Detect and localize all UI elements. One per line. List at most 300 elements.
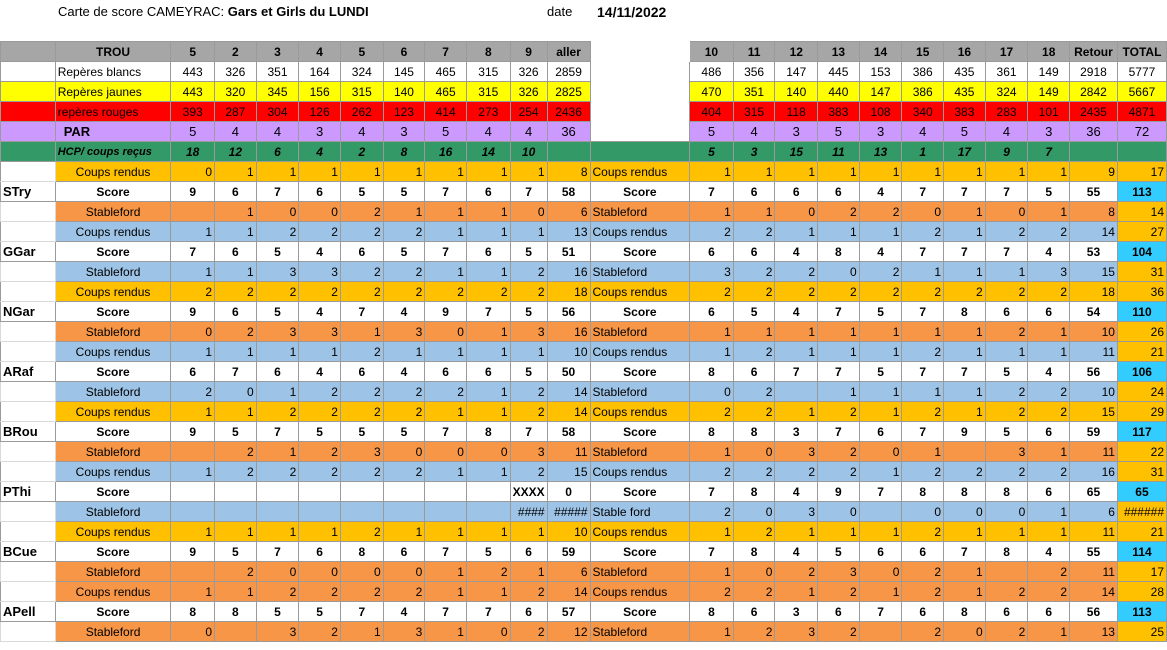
- player-value-front: 1: [510, 562, 547, 582]
- player-value-front: 1: [466, 402, 510, 422]
- player-value-back: 1: [985, 522, 1028, 542]
- player-value-back: 3: [775, 422, 818, 442]
- player-value-front: 2: [299, 402, 341, 422]
- player-value-front: 6: [256, 362, 299, 382]
- player-value-back: 1: [902, 442, 944, 462]
- player-value-front: 1: [510, 522, 547, 542]
- player-retour: 10: [1070, 382, 1118, 402]
- player-retour: 65: [1070, 482, 1118, 502]
- player-back-label: Stable ford: [590, 502, 690, 522]
- player-value-front: 5: [510, 362, 547, 382]
- player-value-back: 5: [818, 542, 860, 562]
- course-row-label: repères rouges: [55, 102, 171, 122]
- player-value-back: 6: [985, 602, 1028, 622]
- player-value-front: 1: [171, 462, 215, 482]
- player-back-label: Stableford: [590, 262, 690, 282]
- player-value-front: 1: [340, 622, 383, 642]
- player-value-back: 1: [859, 342, 902, 362]
- player-value-back: 5: [1028, 182, 1070, 202]
- course-value-front: 164: [299, 62, 341, 82]
- player-value-front: [171, 482, 215, 502]
- hole-number-back: 15: [902, 42, 944, 62]
- player-value-front: ####: [510, 502, 547, 522]
- course-value-back: 3: [733, 142, 775, 162]
- player-value-front: 2: [215, 282, 257, 302]
- player-value-back: 2: [859, 202, 902, 222]
- player-value-back: 3: [1028, 262, 1070, 282]
- course-value-front: 145: [383, 62, 425, 82]
- player-value-front: 5: [299, 422, 341, 442]
- player-name-blank: [1, 622, 56, 642]
- player-value-back: 7: [944, 362, 986, 382]
- course-total: 5667: [1117, 82, 1166, 102]
- player-value-back: 2: [775, 562, 818, 582]
- player-value-front: 7: [215, 362, 257, 382]
- player-value-front: 0: [510, 202, 547, 222]
- player-aller: 16: [547, 322, 590, 342]
- player-value-front: 7: [425, 242, 467, 262]
- course-value-front: 14: [466, 142, 510, 162]
- player-value-back: 8: [733, 542, 775, 562]
- player-value-back: 2: [902, 402, 944, 422]
- course-value-front: 8: [383, 142, 425, 162]
- player-row-label: Coups rendus: [55, 282, 171, 302]
- player-row: [1, 162, 1167, 182]
- player-value-front: 0: [171, 622, 215, 642]
- player-value-front: 0: [171, 322, 215, 342]
- player-retour: 6: [1070, 502, 1118, 522]
- player-value-back: 9: [944, 422, 986, 442]
- player-aller: #####: [547, 502, 590, 522]
- player-value-back: 8: [818, 242, 860, 262]
- player-name: BCue: [1, 542, 56, 562]
- course-value-back: 101: [1028, 102, 1070, 122]
- player-aller: 18: [547, 282, 590, 302]
- course-value-front: 18: [171, 142, 215, 162]
- hole-number-front: 5: [340, 42, 383, 62]
- player-name-blank: [1, 282, 56, 302]
- player-retour: 14: [1070, 582, 1118, 602]
- player-retour: 14: [1070, 222, 1118, 242]
- player-name-blank: [1, 462, 56, 482]
- player-value-front: 1: [215, 222, 257, 242]
- player-value-back: 6: [775, 182, 818, 202]
- player-value-back: 1: [775, 222, 818, 242]
- player-value-front: 3: [340, 442, 383, 462]
- player-value-back: 0: [818, 502, 860, 522]
- player-value-back: 2: [985, 382, 1028, 402]
- player-value-back: 1: [1028, 522, 1070, 542]
- player-value-front: 7: [466, 302, 510, 322]
- player-row-label: Coups rendus: [55, 462, 171, 482]
- course-value-front: 156: [299, 82, 341, 102]
- player-value-front: 7: [340, 602, 383, 622]
- player-value-front: 1: [256, 162, 299, 182]
- player-name-blank: [1, 522, 56, 542]
- player-value-front: 0: [171, 162, 215, 182]
- player-value-front: 7: [256, 182, 299, 202]
- player-value-front: 1: [340, 322, 383, 342]
- player-value-back: 1: [944, 222, 986, 242]
- player-value-back: 2: [733, 622, 775, 642]
- player-value-back: 4: [775, 242, 818, 262]
- player-value-front: [299, 502, 341, 522]
- player-value-front: 1: [466, 322, 510, 342]
- player-value-back: 7: [985, 242, 1028, 262]
- player-value-front: [383, 482, 425, 502]
- player-name-blank: [1, 442, 56, 462]
- course-value-front: 443: [171, 62, 215, 82]
- player-total: 28: [1117, 582, 1166, 602]
- player-value-back: 1: [944, 382, 986, 402]
- player-value-front: [299, 482, 341, 502]
- course-value-front: 2: [340, 142, 383, 162]
- player-value-front: 7: [425, 542, 467, 562]
- player-value-front: 2: [340, 202, 383, 222]
- player-value-back: 2: [818, 402, 860, 422]
- course-value-front: 10: [510, 142, 547, 162]
- player-value-front: [466, 502, 510, 522]
- player-value-front: 9: [171, 182, 215, 202]
- player-value-front: 1: [425, 262, 467, 282]
- player-retour: 10: [1070, 322, 1118, 342]
- player-value-back: 7: [859, 482, 902, 502]
- player-back-label: Coups rendus: [590, 162, 690, 182]
- player-value-back: 6: [818, 182, 860, 202]
- player-aller: 16: [547, 262, 590, 282]
- player-value-front: 1: [466, 342, 510, 362]
- player-value-front: 6: [340, 362, 383, 382]
- player-row: [1, 262, 1167, 282]
- player-value-front: 1: [171, 222, 215, 242]
- course-retour: 2842: [1070, 82, 1118, 102]
- player-row: [1, 562, 1167, 582]
- player-row-label: Coups rendus: [55, 222, 171, 242]
- player-value-front: 1: [466, 162, 510, 182]
- player-value-front: 3: [256, 322, 299, 342]
- player-row-label: Score: [55, 542, 171, 562]
- player-value-front: 1: [171, 402, 215, 422]
- player-row-label: Score: [55, 422, 171, 442]
- player-value-back: 0: [733, 502, 775, 522]
- player-value-back: 6: [1028, 422, 1070, 442]
- player-value-back: 4: [859, 182, 902, 202]
- player-value-back: 6: [733, 362, 775, 382]
- player-value-front: 1: [171, 342, 215, 362]
- player-value-front: 2: [215, 322, 257, 342]
- player-row: [1, 282, 1167, 302]
- player-row: [1, 622, 1167, 642]
- player-value-front: 1: [171, 262, 215, 282]
- player-total: 106: [1117, 362, 1166, 382]
- player-total: 31: [1117, 462, 1166, 482]
- course-value-back: 324: [985, 82, 1028, 102]
- player-aller: 6: [547, 202, 590, 222]
- player-value-back: 1: [944, 202, 986, 222]
- course-value-back: 15: [775, 142, 818, 162]
- player-value-front: 2: [383, 402, 425, 422]
- player-value-back: 1: [690, 562, 734, 582]
- player-back-label: Stableford: [590, 382, 690, 402]
- player-back-label: Stableford: [590, 202, 690, 222]
- hole-number-back: 17: [985, 42, 1028, 62]
- hole-number-back: 13: [818, 42, 860, 62]
- player-value-front: [256, 482, 299, 502]
- course-row-label: Repères blancs: [55, 62, 171, 82]
- course-value-front: 4: [466, 122, 510, 142]
- course-value-back: 5: [690, 122, 734, 142]
- player-value-back: 8: [690, 362, 734, 382]
- player-retour: 11: [1070, 442, 1118, 462]
- player-value-back: 4: [775, 302, 818, 322]
- player-value-back: 2: [733, 462, 775, 482]
- player-value-back: 2: [944, 282, 986, 302]
- player-row-label: Coups rendus: [55, 582, 171, 602]
- player-value-back: 1: [902, 162, 944, 182]
- course-retour: 36: [1070, 122, 1118, 142]
- player-value-front: 2: [215, 462, 257, 482]
- player-retour: 11: [1070, 562, 1118, 582]
- course-value-front: 4: [256, 122, 299, 142]
- player-value-back: 2: [902, 462, 944, 482]
- player-value-back: 2: [944, 462, 986, 482]
- course-value-back: 108: [859, 102, 902, 122]
- player-value-front: 1: [466, 582, 510, 602]
- player-total: 17: [1117, 162, 1166, 182]
- date-label: date: [547, 4, 573, 19]
- player-aller: 13: [547, 222, 590, 242]
- player-row: [1, 502, 1167, 522]
- total-label: TOTAL: [1117, 42, 1166, 62]
- player-total: 17: [1117, 562, 1166, 582]
- player-value-back: 3: [775, 502, 818, 522]
- player-value-back: 6: [733, 182, 775, 202]
- sheet-title-prefix: Carte de score CAMEYRAC:: [58, 4, 228, 19]
- player-row-label: Score: [55, 482, 171, 502]
- player-total: 113: [1117, 602, 1166, 622]
- player-value-front: 4: [299, 242, 341, 262]
- player-value-front: [340, 482, 383, 502]
- player-value-front: 2: [171, 382, 215, 402]
- player-name-blank: [1, 222, 56, 242]
- player-name: NGar: [1, 302, 56, 322]
- player-value-back: 1: [1028, 202, 1070, 222]
- player-value-front: 6: [466, 362, 510, 382]
- player-value-front: 6: [466, 242, 510, 262]
- player-name-blank: [1, 342, 56, 362]
- player-value-back: [985, 562, 1028, 582]
- player-aller: 56: [547, 302, 590, 322]
- player-value-back: 7: [902, 242, 944, 262]
- player-value-front: 1: [466, 222, 510, 242]
- course-value-front: 262: [340, 102, 383, 122]
- player-back-label: Score: [590, 422, 690, 442]
- player-row: [1, 442, 1167, 462]
- player-row-label: Score: [55, 182, 171, 202]
- course-aller: 2825: [547, 82, 590, 102]
- player-total: 117: [1117, 422, 1166, 442]
- course-value-back: 440: [818, 82, 860, 102]
- player-value-front: 5: [256, 602, 299, 622]
- player-value-back: 1: [859, 462, 902, 482]
- player-value-front: 4: [299, 362, 341, 382]
- player-value-front: 2: [425, 282, 467, 302]
- player-name: STry: [1, 182, 56, 202]
- player-retour: 16: [1070, 462, 1118, 482]
- player-name: BRou: [1, 422, 56, 442]
- player-back-label: Coups rendus: [590, 462, 690, 482]
- course-value-back: 149: [1028, 62, 1070, 82]
- player-value-back: 2: [690, 502, 734, 522]
- player-retour: 15: [1070, 402, 1118, 422]
- player-value-front: 2: [510, 462, 547, 482]
- player-value-front: 1: [215, 582, 257, 602]
- player-value-back: 6: [1028, 602, 1070, 622]
- course-value-front: 6: [256, 142, 299, 162]
- player-value-front: 1: [171, 522, 215, 542]
- player-value-front: 2: [299, 382, 341, 402]
- player-value-back: 1: [775, 582, 818, 602]
- player-name-blank: [1, 562, 56, 582]
- player-total: 25: [1117, 622, 1166, 642]
- course-aller: 2859: [547, 62, 590, 82]
- course-value-back: 386: [902, 62, 944, 82]
- player-value-front: 3: [510, 442, 547, 462]
- player-value-back: 9: [818, 482, 860, 502]
- player-value-back: 1: [859, 402, 902, 422]
- player-value-front: [383, 502, 425, 522]
- player-value-back: 0: [690, 382, 734, 402]
- player-back-label: Score: [590, 482, 690, 502]
- course-value-back: 470: [690, 82, 734, 102]
- player-value-front: 1: [425, 462, 467, 482]
- player-value-front: 2: [340, 462, 383, 482]
- course-row: [1, 122, 1167, 142]
- player-value-back: 1: [985, 262, 1028, 282]
- course-aller: [547, 142, 590, 162]
- hole-number-front: 3: [256, 42, 299, 62]
- player-value-back: 2: [733, 382, 775, 402]
- player-value-back: 1: [985, 162, 1028, 182]
- course-value-back: 340: [902, 102, 944, 122]
- player-value-back: 8: [985, 482, 1028, 502]
- course-value-front: 304: [256, 102, 299, 122]
- course-value-back: 383: [818, 102, 860, 122]
- player-value-back: 2: [1028, 582, 1070, 602]
- course-value-front: 326: [510, 62, 547, 82]
- player-row: [1, 422, 1167, 442]
- player-value-front: 2: [510, 582, 547, 602]
- player-value-back: 0: [733, 442, 775, 462]
- player-value-back: 2: [818, 582, 860, 602]
- player-name: GGar: [1, 242, 56, 262]
- player-row-label: Score: [55, 362, 171, 382]
- player-row: [1, 582, 1167, 602]
- player-value-front: 1: [466, 522, 510, 542]
- player-row: [1, 342, 1167, 362]
- player-row-label: Score: [55, 302, 171, 322]
- player-aller: 8: [547, 162, 590, 182]
- player-row: [1, 302, 1167, 322]
- player-value-back: 1: [859, 522, 902, 542]
- player-value-back: 2: [733, 582, 775, 602]
- player-value-back: 8: [690, 422, 734, 442]
- player-value-back: 1: [944, 342, 986, 362]
- player-value-back: 5: [859, 362, 902, 382]
- player-value-front: 5: [510, 242, 547, 262]
- player-value-front: 2: [299, 282, 341, 302]
- player-value-back: 1: [818, 322, 860, 342]
- player-name: PThi: [1, 482, 56, 502]
- player-value-front: 1: [425, 622, 467, 642]
- hole-number-back: 11: [733, 42, 775, 62]
- course-value-back: 383: [944, 102, 986, 122]
- player-value-back: 2: [775, 462, 818, 482]
- player-value-front: 4: [383, 362, 425, 382]
- course-value-back: 486: [690, 62, 734, 82]
- player-value-front: 6: [383, 542, 425, 562]
- player-value-front: 1: [171, 582, 215, 602]
- header-gap: [590, 42, 690, 62]
- player-value-back: 8: [944, 302, 986, 322]
- player-value-front: 0: [299, 562, 341, 582]
- player-aller: 10: [547, 342, 590, 362]
- player-total: 29: [1117, 402, 1166, 422]
- course-value-back: 5: [944, 122, 986, 142]
- player-value-back: 5: [733, 302, 775, 322]
- player-back-label: Score: [590, 542, 690, 562]
- player-value-back: 7: [775, 362, 818, 382]
- player-value-back: 1: [944, 522, 986, 542]
- player-row: [1, 482, 1167, 502]
- course-value-front: 273: [466, 102, 510, 122]
- player-total: 21: [1117, 522, 1166, 542]
- player-total: 21: [1117, 342, 1166, 362]
- player-value-front: 2: [340, 282, 383, 302]
- player-value-back: 1: [818, 222, 860, 242]
- player-value-back: 2: [1028, 382, 1070, 402]
- course-blank-cell: [1, 142, 56, 162]
- player-value-front: [425, 502, 467, 522]
- player-name-blank: [1, 322, 56, 342]
- player-value-back: 7: [690, 482, 734, 502]
- player-value-front: 7: [256, 542, 299, 562]
- player-total: 113: [1117, 182, 1166, 202]
- player-value-front: 4: [383, 302, 425, 322]
- player-value-front: 2: [383, 462, 425, 482]
- player-value-back: 1: [985, 342, 1028, 362]
- player-row-label: Score: [55, 602, 171, 622]
- player-retour: 9: [1070, 162, 1118, 182]
- player-value-back: 6: [733, 602, 775, 622]
- player-row: [1, 542, 1167, 562]
- course-blank-cell: [1, 62, 56, 82]
- player-value-back: 0: [902, 202, 944, 222]
- player-value-front: 0: [256, 202, 299, 222]
- course-value-back: 17: [944, 142, 986, 162]
- player-value-front: [215, 502, 257, 522]
- player-value-back: 7: [690, 182, 734, 202]
- player-value-back: 7: [902, 362, 944, 382]
- player-back-label: Score: [590, 182, 690, 202]
- player-value-front: 6: [215, 182, 257, 202]
- hole-number-front: 4: [299, 42, 341, 62]
- player-value-back: 1: [775, 522, 818, 542]
- course-value-front: 414: [425, 102, 467, 122]
- player-value-back: 2: [985, 322, 1028, 342]
- player-total: ######: [1117, 502, 1166, 522]
- course-aller: 2436: [547, 102, 590, 122]
